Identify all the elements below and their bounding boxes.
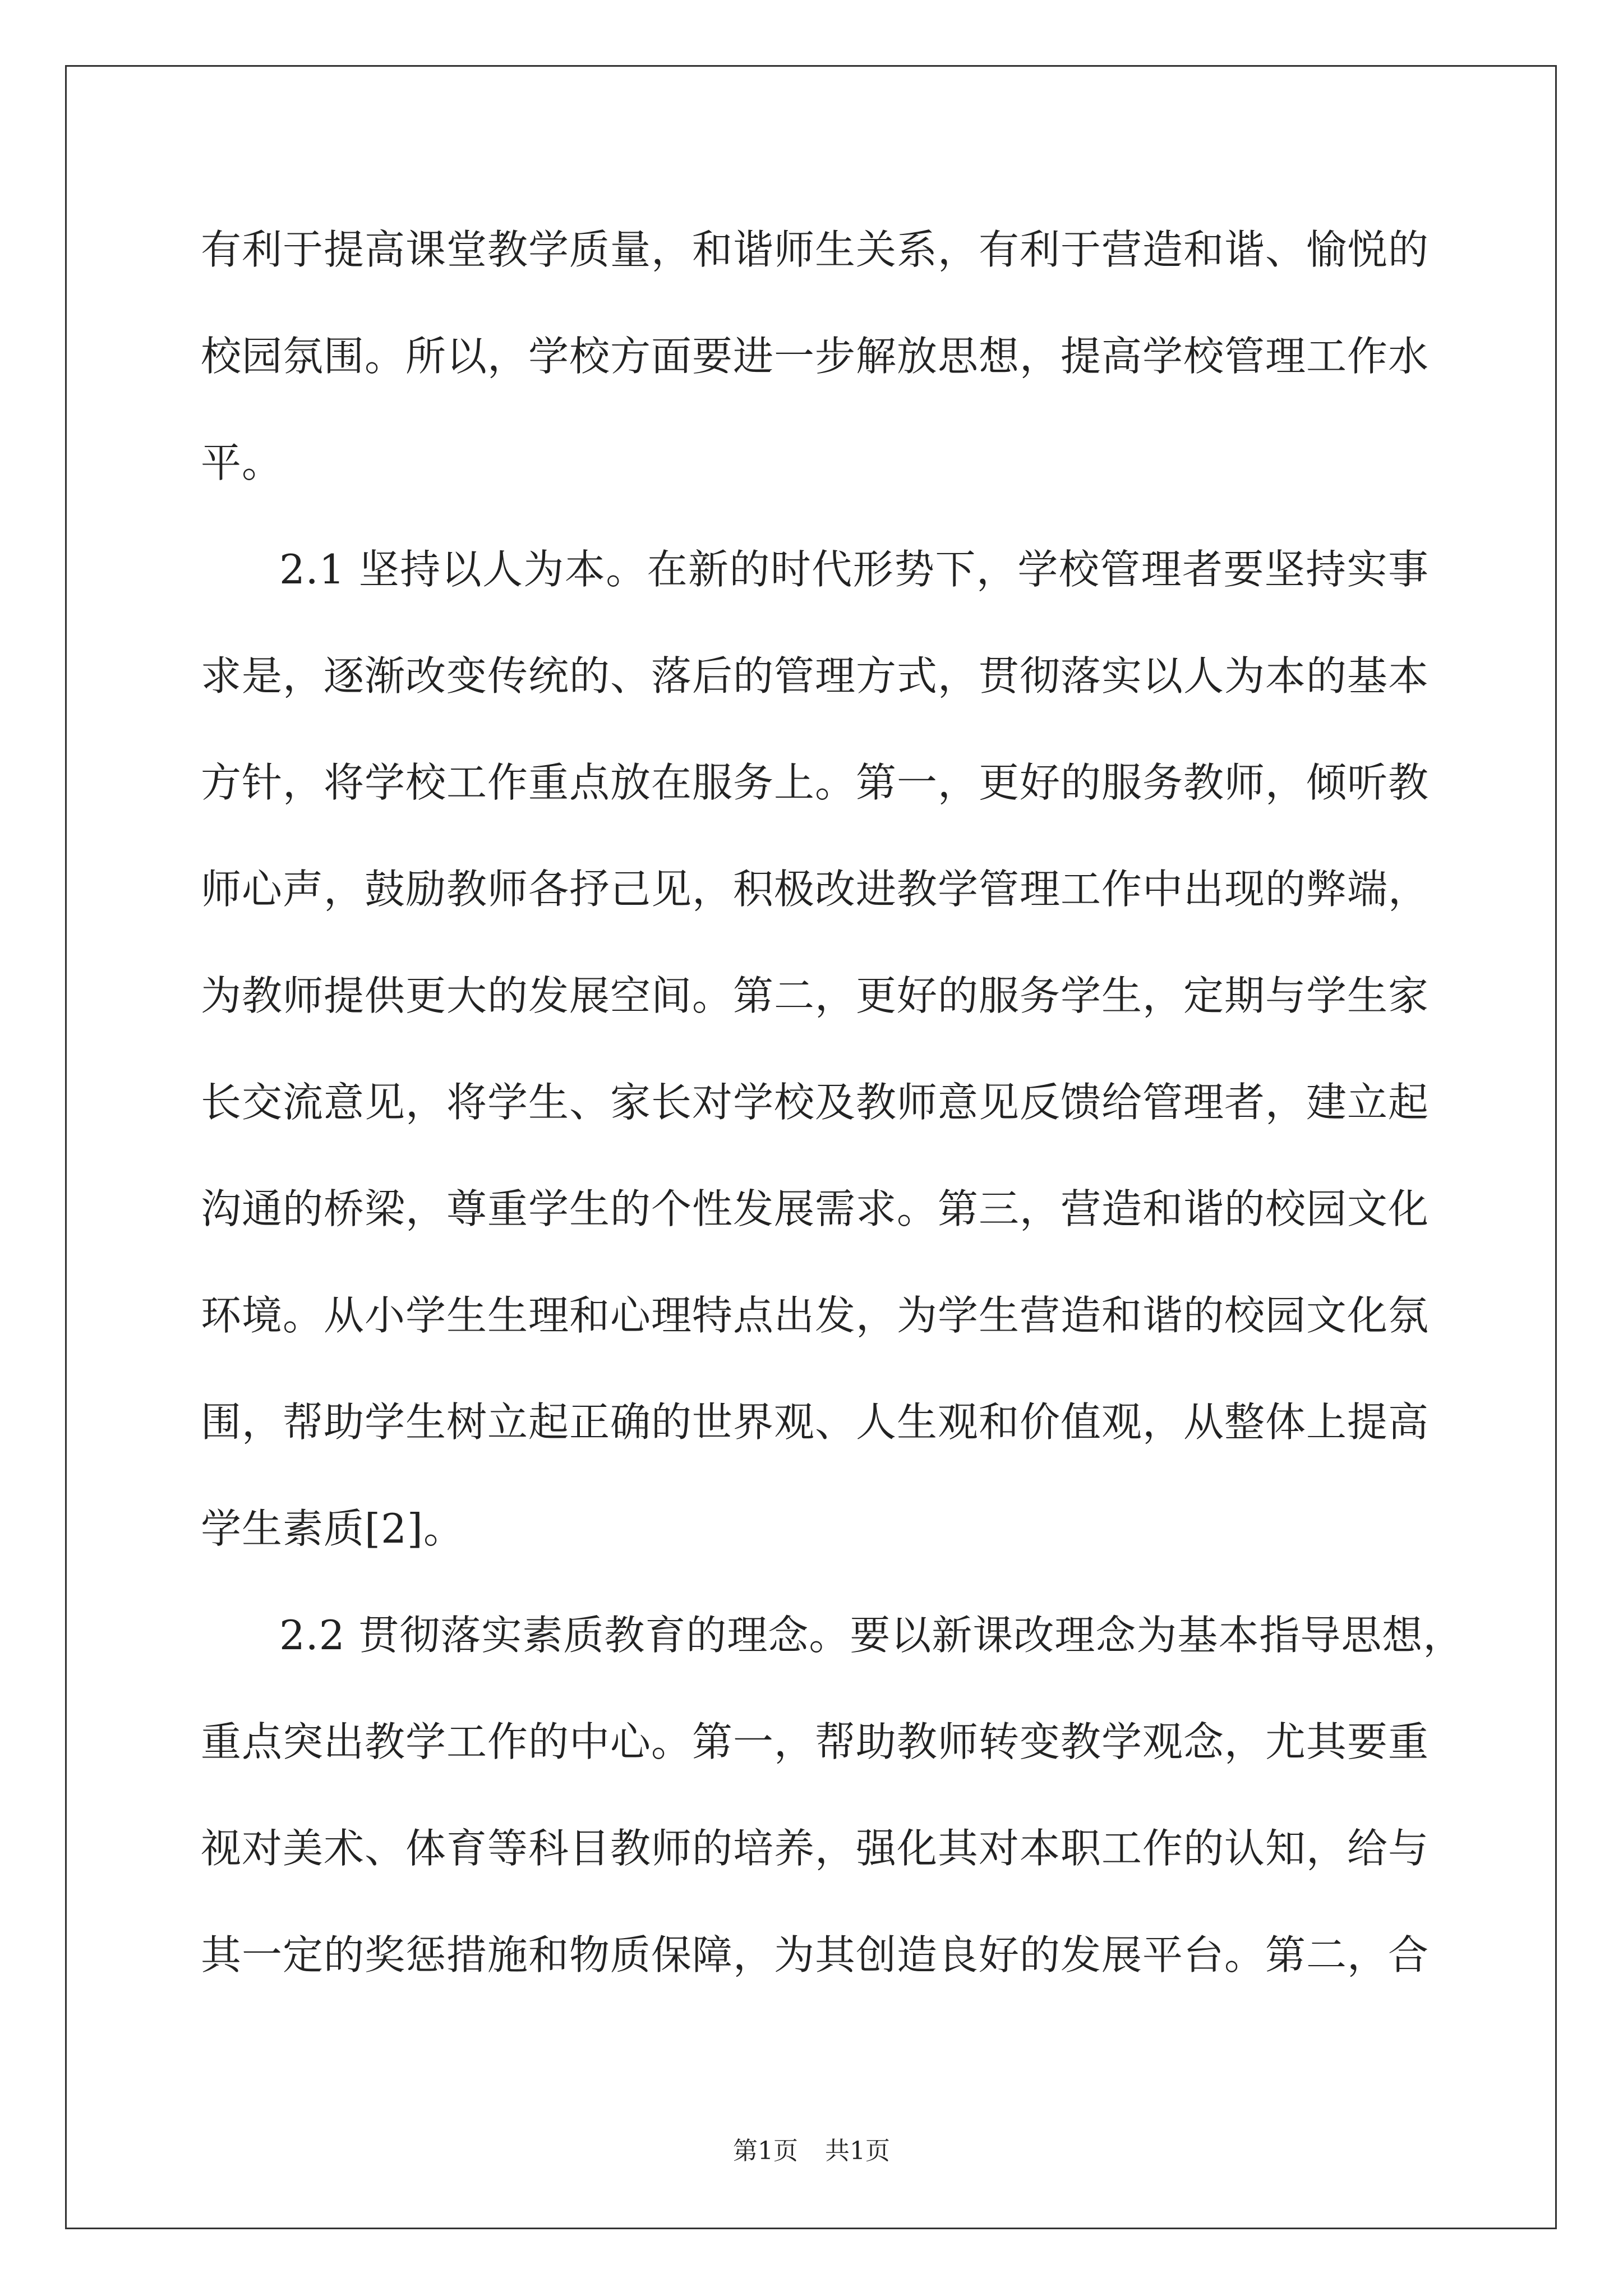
text-line: 平。 (201, 439, 283, 486)
text-line: 其一定的奖惩措施和物质保障，为其创造良好的发展平台。第二，合 (201, 1931, 1430, 1978)
text-line: 师心声，鼓励教师各抒己见，积极改进教学管理工作中出现的弊端， (201, 866, 1430, 913)
text-line: 长交流意见，将学生、家长对学校及教师意见反馈给管理者，建立起 (201, 1079, 1430, 1126)
text-line: 重点突出教学工作的中心。第一，帮助教师转变教学观念，尤其要重 (201, 1718, 1430, 1765)
text-line: 环境。从小学生生理和心理特点出发，为学生营造和谐的校园文化氛 (201, 1292, 1430, 1339)
text-line: 校园氛围。所以，学校方面要进一步解放思想，提高学校管理工作水 (201, 333, 1430, 380)
page-number-current: 第1页 (733, 2137, 798, 2165)
section-heading-line: 2.2 贯彻落实素质教育的理念。要以新课改理念为基本指导思想， (279, 1612, 1464, 1659)
document-body (201, 196, 1464, 2008)
page-footer (0, 2131, 1623, 2166)
text-line: 为教师提供更大的发展空间。第二，更好的服务学生，定期与学生家 (201, 972, 1430, 1019)
text-line: 有利于提高课堂教学质量，和谐师生关系，有利于营造和谐、愉悦的 (201, 226, 1430, 273)
text-line: 求是，逐渐改变传统的、落后的管理方式，贯彻落实以人为本的基本 (201, 652, 1430, 700)
text-line: 视对美术、体育等科目教师的培养，强化其对本职工作的认知，给与 (201, 1825, 1430, 1872)
page-number-total: 共1页 (825, 2137, 890, 2165)
text-line: 方针，将学校工作重点放在服务上。第一，更好的服务教师，倾听教 (201, 759, 1430, 806)
text-line: 学生素质[2]。 (201, 1505, 464, 1552)
text-line: 沟通的桥梁，尊重学生的个性发展需求。第三，营造和谐的校园文化 (201, 1185, 1430, 1232)
text-line: 围，帮助学生树立起正确的世界观、人生观和价值观，从整体上提高 (201, 1398, 1430, 1446)
section-heading-line: 2.1 坚持以人为本。在新的时代形势下，学校管理者要坚持实事 (279, 546, 1429, 593)
